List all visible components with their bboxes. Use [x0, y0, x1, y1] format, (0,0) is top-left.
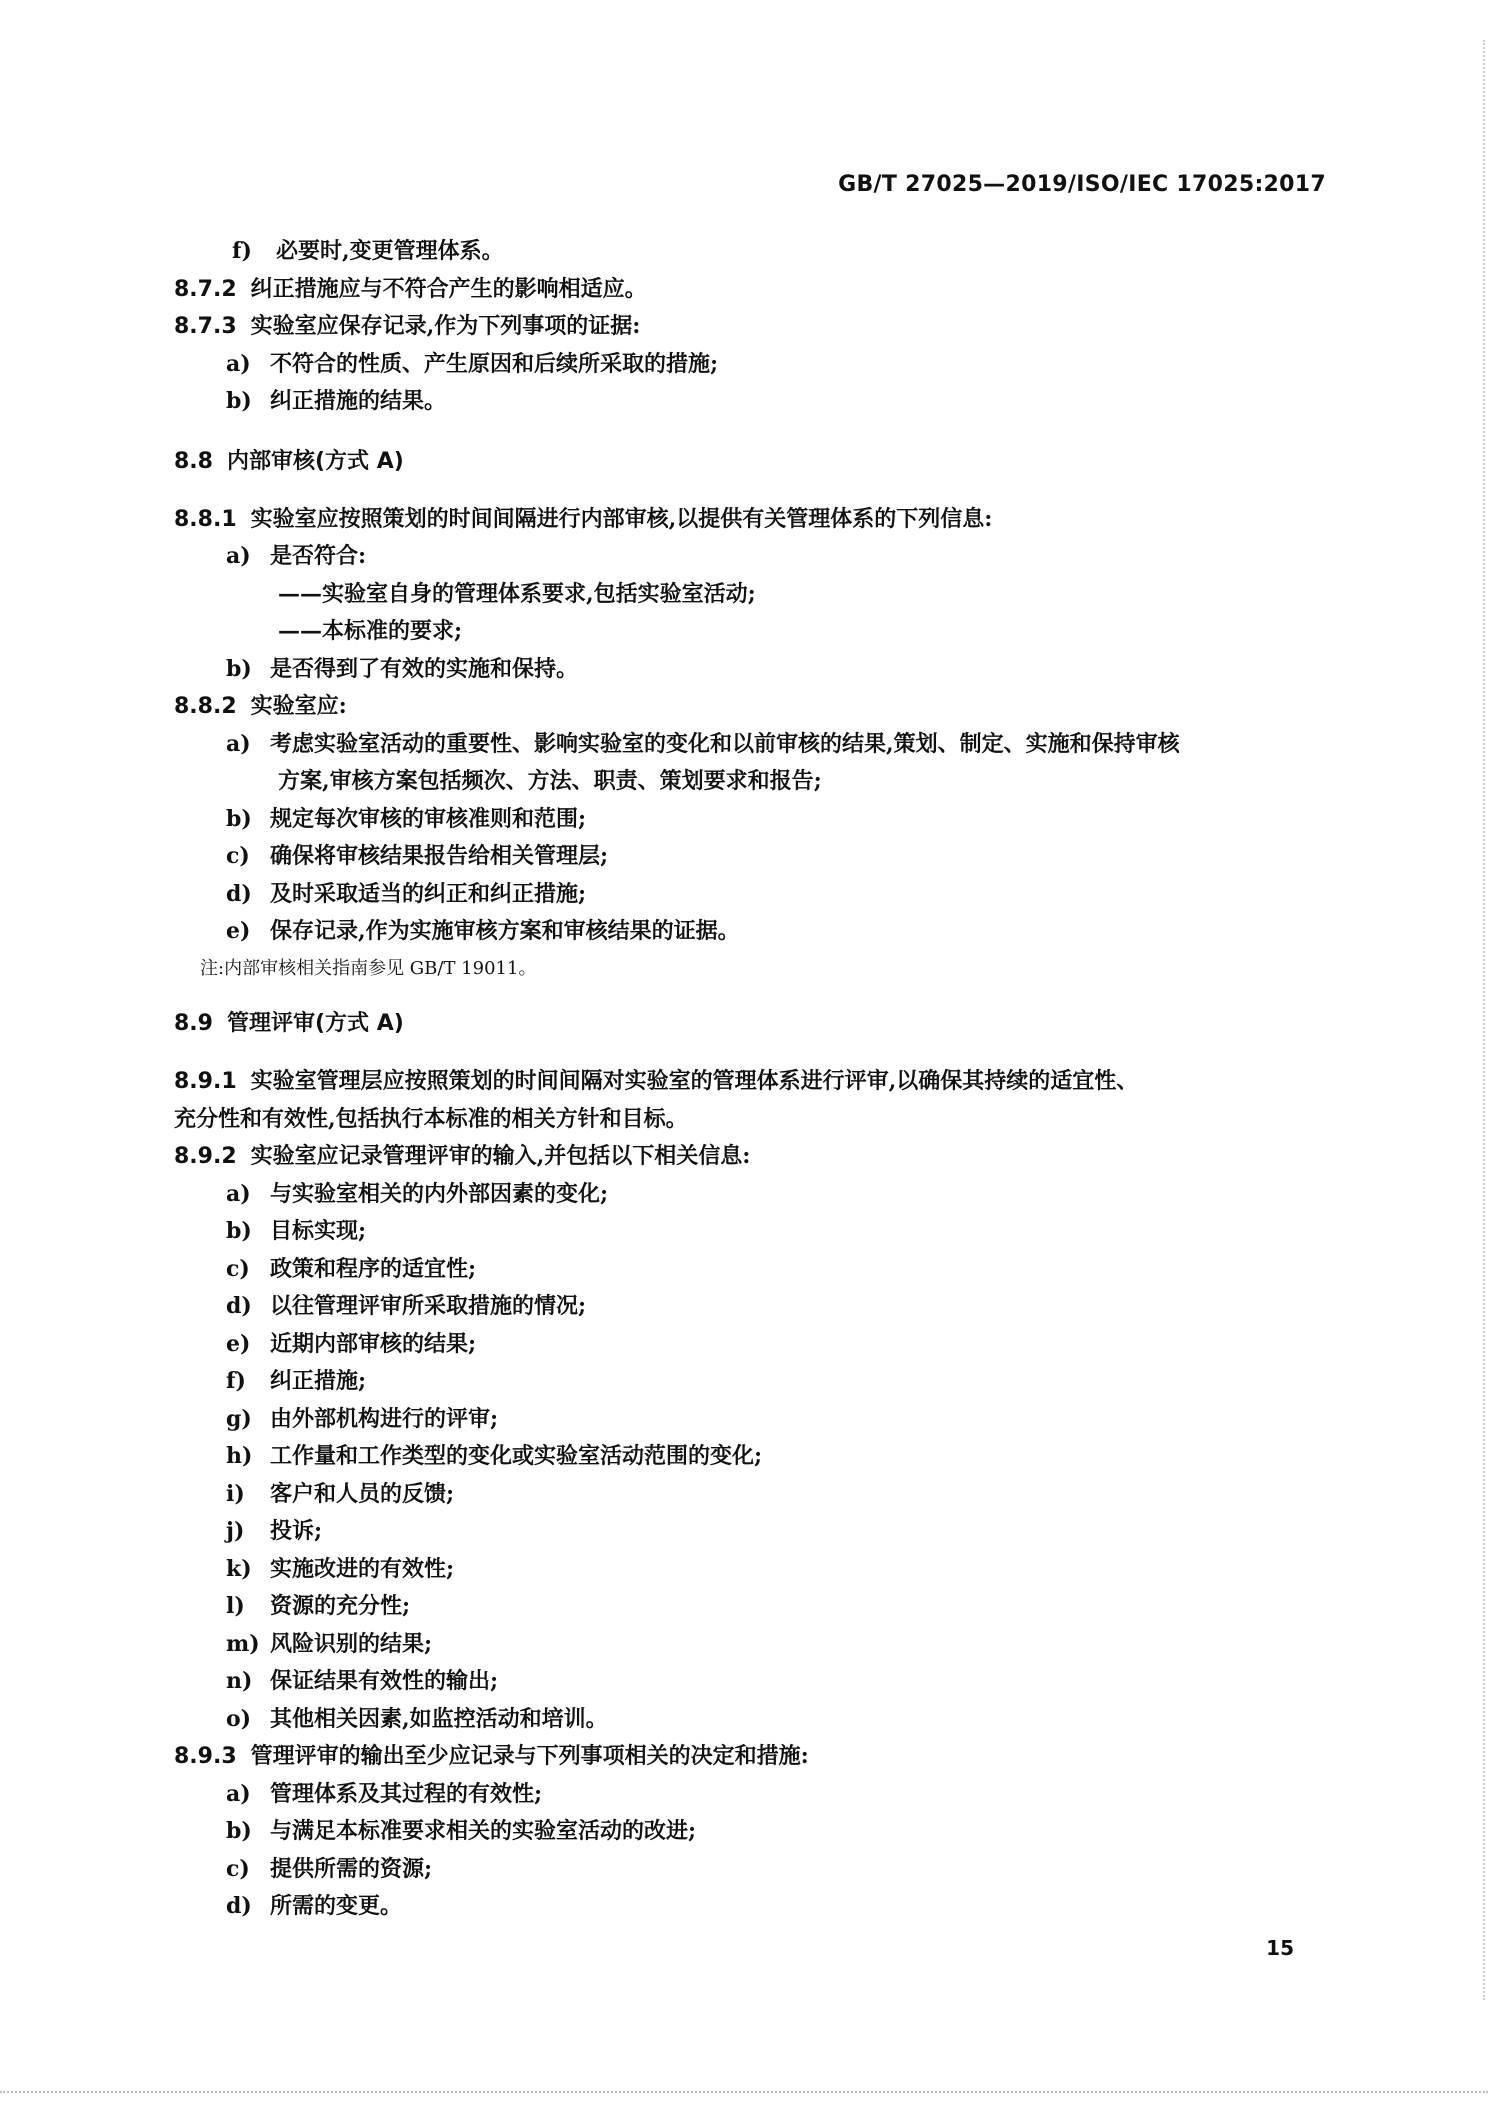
clause-number: 8.7.3 — [174, 314, 237, 339]
line-text: 与满足本标准要求相关的实验室活动的改进; — [270, 1818, 697, 1844]
line-text: 实验室应保存记录,作为下列事项的证据: — [250, 313, 641, 339]
item-marker: d) — [226, 881, 252, 907]
line-clause — [174, 1066, 1138, 1097]
line-text: 纠正措施的结果。 — [270, 388, 447, 414]
line-text: 必要时,变更管理体系。 — [276, 238, 504, 264]
item-marker: a) — [226, 1781, 251, 1807]
line-text: 以往管理评审所采取措施的情况; — [270, 1293, 587, 1319]
line-text: 与实验室相关的内外部因素的变化; — [270, 1181, 609, 1207]
line-item — [226, 1779, 542, 1809]
line-text: 纠正措施; — [270, 1368, 367, 1394]
line-clause — [174, 1741, 809, 1772]
line-item — [232, 236, 504, 266]
item-marker: a) — [226, 351, 251, 377]
line-item — [226, 1629, 432, 1659]
line-item — [226, 1216, 366, 1246]
item-marker: h) — [226, 1443, 253, 1469]
line-item — [226, 1179, 608, 1209]
item-marker: f) — [226, 1368, 246, 1394]
line-text: 实施改进的有效性; — [270, 1556, 455, 1582]
item-marker: c) — [226, 1256, 250, 1282]
item-marker: j) — [226, 1518, 245, 1544]
line-text: 保证结果有效性的输出; — [270, 1668, 499, 1694]
line-item — [226, 541, 366, 571]
line-dash — [278, 616, 462, 646]
line-item — [226, 1441, 762, 1471]
line-text: 内部审核(方式 A) — [226, 449, 404, 474]
line-text: ——本标准的要求; — [278, 618, 463, 644]
item-marker: d) — [226, 1893, 252, 1919]
line-text: 保存记录,作为实施审核方案和审核结果的证据。 — [270, 918, 740, 944]
line-heading — [174, 447, 404, 477]
line-text: 目标实现; — [270, 1218, 367, 1244]
line-item — [226, 1254, 476, 1284]
line-text: 实验室应按照策划的时间间隔进行内部审核,以提供有关管理体系的下列信息: — [250, 506, 993, 532]
scan-edge-bottom — [0, 2089, 1488, 2093]
line-item — [226, 1404, 498, 1434]
line-dash — [278, 579, 756, 609]
line-item — [226, 916, 740, 946]
line-text: 是否符合: — [270, 543, 367, 569]
item-marker: b) — [226, 656, 252, 682]
line-cont — [174, 1104, 688, 1134]
line-text: 所需的变更。 — [270, 1893, 403, 1919]
line-clause — [174, 504, 992, 535]
item-marker: a) — [226, 731, 251, 757]
line-text: 管理评审(方式 A) — [226, 1011, 404, 1036]
clause-number: 8.8 — [174, 449, 213, 474]
line-clause — [174, 274, 647, 305]
line-text: 方案,审核方案包括频次、方法、职责、策划要求和报告; — [278, 768, 822, 794]
line-item — [226, 1591, 410, 1621]
line-text: 近期内部审核的结果; — [270, 1331, 477, 1357]
line-item — [226, 1516, 322, 1546]
line-text: 考虑实验室活动的重要性、影响实验室的变化和以前审核的结果,策划、制定、实施和保持审核 — [270, 731, 1180, 757]
line-item — [226, 729, 1180, 759]
page-number: 15 — [1266, 1936, 1294, 1960]
line-text: 提供所需的资源; — [270, 1856, 433, 1882]
line-text: 注:内部审核相关指南参见 GB/T 19011。 — [200, 958, 537, 979]
line-text: 资源的充分性; — [270, 1593, 411, 1619]
line-item — [226, 841, 608, 871]
line-text: 实验室应: — [250, 693, 347, 719]
line-text: 确保将审核结果报告给相关管理层; — [270, 843, 609, 869]
scan-edge-right — [1481, 40, 1485, 2000]
item-marker: a) — [226, 1181, 251, 1207]
line-text: 及时采取适当的纠正和纠正措施; — [270, 881, 587, 907]
line-item — [226, 654, 578, 684]
clause-number: 8.9.1 — [174, 1069, 237, 1094]
line-item — [226, 1666, 498, 1696]
line-text: 规定每次审核的审核准则和范围; — [270, 806, 587, 832]
line-item — [226, 1329, 476, 1359]
standard-header: GB/T 27025—2019/ISO/IEC 17025:2017 — [838, 172, 1326, 197]
line-text: ——实验室自身的管理体系要求,包括实验室活动; — [278, 581, 756, 607]
item-marker: b) — [226, 1218, 252, 1244]
item-marker: n) — [226, 1668, 253, 1694]
line-clause — [174, 311, 640, 342]
line-text: 纠正措施应与不符合产生的影响相适应。 — [250, 276, 647, 302]
line-item — [226, 1704, 608, 1734]
clause-number: 8.8.2 — [174, 694, 237, 719]
line-item — [226, 386, 446, 416]
item-marker: o) — [226, 1706, 252, 1732]
line-item — [226, 1291, 586, 1321]
line-clause — [174, 691, 347, 722]
line-heading — [174, 1009, 404, 1039]
item-marker: b) — [226, 1818, 252, 1844]
line-text: 由外部机构进行的评审; — [270, 1406, 499, 1432]
line-text: 管理体系及其过程的有效性; — [270, 1781, 543, 1807]
item-marker: k) — [226, 1556, 252, 1582]
clause-number: 8.9 — [174, 1011, 213, 1036]
clause-number: 8.8.1 — [174, 507, 237, 532]
line-item — [226, 1854, 432, 1884]
item-marker: d) — [226, 1293, 252, 1319]
line-clause — [174, 1141, 750, 1172]
item-marker: c) — [226, 843, 250, 869]
line-item — [226, 1479, 454, 1509]
item-marker: e) — [226, 1331, 251, 1357]
item-marker: m) — [226, 1631, 260, 1657]
item-marker: i) — [226, 1481, 245, 1507]
line-note — [200, 954, 536, 984]
line-text: 管理评审的输出至少应记录与下列事项相关的决定和措施: — [250, 1743, 809, 1769]
clause-number: 8.9.2 — [174, 1144, 237, 1169]
line-text: 客户和人员的反馈; — [270, 1481, 455, 1507]
line-item — [226, 1816, 696, 1846]
item-marker: f) — [232, 238, 252, 264]
line-item — [226, 1366, 366, 1396]
line-text: 不符合的性质、产生原因和后续所采取的措施; — [270, 351, 719, 377]
line-item — [226, 1891, 402, 1921]
item-marker: l) — [226, 1593, 245, 1619]
clause-number: 8.9.3 — [174, 1744, 237, 1769]
line-item — [226, 349, 718, 379]
line-text: 工作量和工作类型的变化或实验室活动范围的变化; — [270, 1443, 763, 1469]
line-item — [226, 804, 586, 834]
item-marker: c) — [226, 1856, 250, 1882]
line-item — [226, 1554, 454, 1584]
item-marker: b) — [226, 388, 252, 414]
line-text: 是否得到了有效的实施和保持。 — [270, 656, 579, 682]
line-text: 充分性和有效性,包括执行本标准的相关方针和目标。 — [174, 1106, 688, 1132]
clause-number: 8.7.2 — [174, 277, 237, 302]
line-cont — [278, 766, 822, 796]
line-text: 风险识别的结果; — [270, 1631, 433, 1657]
item-marker: a) — [226, 543, 251, 569]
item-marker: b) — [226, 806, 252, 832]
line-text: 投诉; — [270, 1518, 323, 1544]
line-text: 实验室应记录管理评审的输入,并包括以下相关信息: — [250, 1143, 751, 1169]
line-text: 其他相关因素,如监控活动和培训。 — [270, 1706, 608, 1732]
line-text: 政策和程序的适宜性; — [270, 1256, 477, 1282]
line-item — [226, 879, 586, 909]
item-marker: g) — [226, 1406, 252, 1432]
line-text: 实验室管理层应按照策划的时间间隔对实验室的管理体系进行评审,以确保其持续的适宜性、 — [250, 1068, 1139, 1094]
item-marker: e) — [226, 918, 251, 944]
